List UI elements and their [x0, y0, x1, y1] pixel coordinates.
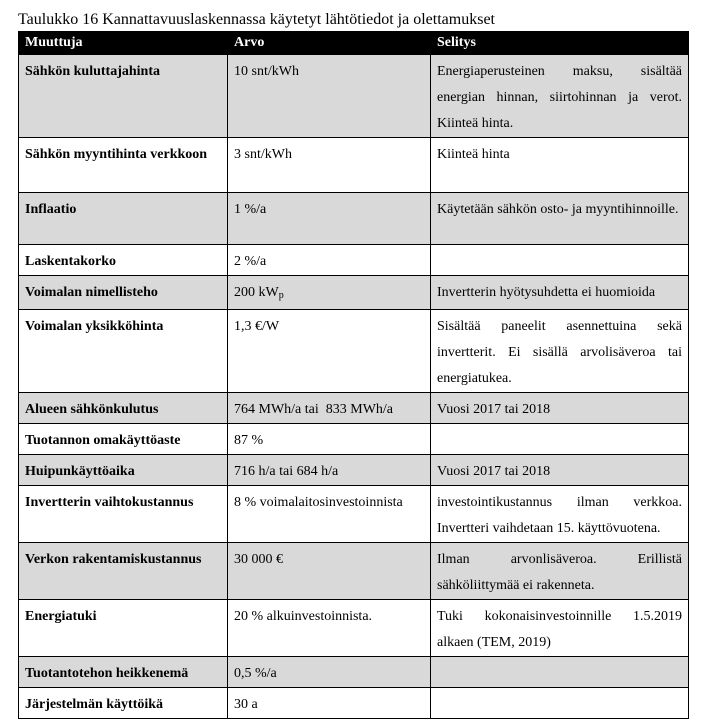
cell-variable: Inflaatio — [19, 193, 228, 245]
cell-variable: Verkon rakentamiskustannus — [19, 543, 228, 600]
cell-value: 20 % alkuinvestoinnista. — [228, 600, 431, 657]
value-text: 200 kW — [234, 285, 279, 300]
table-row — [19, 455, 689, 486]
table-row — [19, 55, 689, 138]
cell-explanation: Ilman arvonlisäveroa. Erillistä sähköliittymää ei rakenneta. — [431, 543, 689, 600]
cell-value: 10 snt/kWh — [228, 55, 431, 138]
cell-variable: Laskentakorko — [19, 245, 228, 276]
cell-value: 0,5 %/a — [228, 657, 431, 688]
cell-explanation: Invertterin hyötysuhdetta ei huomioida — [431, 276, 689, 310]
column-header-explanation: Selitys — [431, 32, 689, 55]
cell-explanation: Energiaperusteinen maksu, sisältää energian hinnan, siirtohinnan ja verot. Kiinteä hinta. — [431, 55, 689, 138]
cell-variable: Voimalan yksikköhinta — [19, 310, 228, 393]
table-row — [19, 193, 689, 245]
cell-variable: Sähkön kuluttajahinta — [19, 55, 228, 138]
table-row — [19, 245, 689, 276]
cell-value: 716 h/a tai 684 h/a — [228, 455, 431, 486]
cell-value: 764 MWh/a tai 833 MWh/a — [228, 393, 431, 424]
cell-explanation — [431, 424, 689, 455]
assumptions-table — [18, 31, 689, 719]
cell-value: 30 a — [228, 688, 431, 719]
column-header-variable: Muuttuja — [19, 32, 228, 55]
cell-explanation — [431, 688, 689, 719]
table-row — [19, 543, 689, 600]
cell-value: 30 000 € — [228, 543, 431, 600]
cell-value: 87 % — [228, 424, 431, 455]
table-row — [19, 393, 689, 424]
cell-variable: Energiatuki — [19, 600, 228, 657]
table-caption: Taulukko 16 Kannattavuuslaskennassa käytetyt lähtötiedot ja olettamukset — [18, 11, 495, 28]
cell-explanation: Kiinteä hinta — [431, 138, 689, 193]
table-row — [19, 657, 689, 688]
column-header-value: Arvo — [228, 32, 431, 55]
cell-variable: Tuotantotehon heikkenemä — [19, 657, 228, 688]
cell-value: 1,3 €/W — [228, 310, 431, 393]
cell-explanation: Vuosi 2017 tai 2018 — [431, 455, 689, 486]
table-row — [19, 486, 689, 543]
cell-explanation: Vuosi 2017 tai 2018 — [431, 393, 689, 424]
cell-value: 8 % voimalaitosinvestoinnista — [228, 486, 431, 543]
cell-variable: Sähkön myyntihinta verkkoon — [19, 138, 228, 193]
cell-variable: Tuotannon omakäyttöaste — [19, 424, 228, 455]
table-row — [19, 600, 689, 657]
cell-value: 1 %/a — [228, 193, 431, 245]
cell-explanation: Sisältää paneelit asennettuina sekä invertterit. Ei sisällä arvolisäveroa tai energiatukea. — [431, 310, 689, 393]
cell-value — [228, 276, 431, 310]
cell-variable: Huipunkäyttöaika — [19, 455, 228, 486]
cell-explanation: Käytetään sähkön osto- ja myyntihinnoille. — [431, 193, 689, 245]
table-row — [19, 310, 689, 393]
table-row — [19, 138, 689, 193]
cell-variable: Järjestelmän käyttöikä — [19, 688, 228, 719]
cell-explanation: investointikustannus ilman verkkoa. Invertteri vaihdetaan 15. käyttövuotena. — [431, 486, 689, 543]
table-header-row — [19, 32, 689, 55]
table-row — [19, 424, 689, 455]
value-subscript: p — [278, 290, 284, 301]
cell-value: 2 %/a — [228, 245, 431, 276]
cell-variable: Invertterin vaihtokustannus — [19, 486, 228, 543]
cell-explanation — [431, 245, 689, 276]
table-row — [19, 688, 689, 719]
cell-explanation: Tuki kokonaisinvestoinnille 1.5.2019 alkaen (TEM, 2019) — [431, 600, 689, 657]
table-row — [19, 276, 689, 310]
cell-value: 3 snt/kWh — [228, 138, 431, 193]
cell-explanation — [431, 657, 689, 688]
cell-variable: Alueen sähkönkulutus — [19, 393, 228, 424]
cell-variable: Voimalan nimellisteho — [19, 276, 228, 310]
